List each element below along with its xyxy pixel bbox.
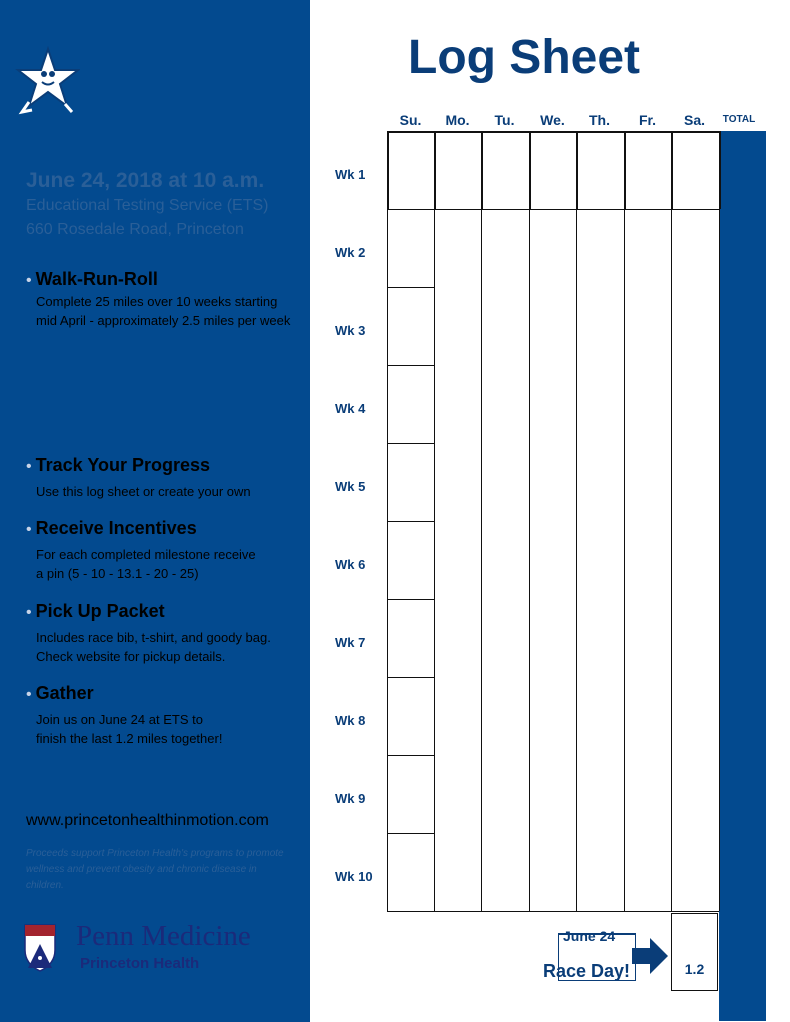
- section-heading: Gather: [35, 683, 94, 703]
- bullet: •: [26, 458, 32, 475]
- bullet: •: [26, 272, 32, 289]
- grid-column-line-bold: [434, 131, 436, 209]
- section-incentives: [26, 517, 256, 583]
- week-label: Wk 9: [335, 791, 366, 806]
- right-arrow-icon: [632, 938, 668, 974]
- grid-column-line-bold: [671, 131, 673, 209]
- section-line: Complete 25 miles over 10 weeks starting: [36, 294, 278, 309]
- section-line: Use this log sheet or create your own: [36, 484, 251, 499]
- grid-column-line: [481, 131, 482, 911]
- grid-column-line: [671, 131, 672, 911]
- grid-column-line-bold: [481, 131, 483, 209]
- section-track-progress: [26, 454, 251, 501]
- day-header: Fr.: [638, 112, 657, 128]
- section-line: Includes race bib, t-shirt, and goody bag.: [36, 630, 271, 645]
- day-header: We.: [540, 112, 565, 128]
- grid-column-line: [576, 131, 577, 911]
- star-mascot-icon: [10, 46, 80, 116]
- grid-row-line: [387, 755, 434, 756]
- section-line: For each completed milestone receive: [36, 547, 256, 562]
- day-header: Th.: [589, 112, 610, 128]
- grid-column-line-bold: [719, 131, 721, 209]
- grid-column-line-bold: [576, 131, 578, 209]
- grid-column-line-bold: [529, 131, 531, 209]
- log-sheet-title: Log Sheet: [408, 31, 641, 84]
- section-line: Check website for pickup details.: [36, 649, 226, 664]
- event-address: 660 Rosedale Road, Princeton: [26, 221, 244, 238]
- grid-row-line: [387, 287, 434, 288]
- grid-column-line: [529, 131, 530, 911]
- grid-row-line: [387, 365, 434, 366]
- total-column: [719, 131, 766, 1021]
- penn-medicine-logo: Penn Medicine: [76, 920, 251, 952]
- week-label: Wk 10: [335, 869, 373, 884]
- bullet: •: [26, 604, 32, 621]
- section-heading: Pick Up Packet: [35, 601, 165, 621]
- grid-row-line: [387, 209, 719, 210]
- grid-column-line-bold: [387, 131, 389, 209]
- section-line: a pin (5 - 10 - 13.1 - 20 - 25): [36, 566, 199, 581]
- section-line: Join us on June 24 at ETS to: [36, 712, 203, 727]
- info-sidebar: [0, 0, 310, 1022]
- bullet: •: [26, 686, 32, 703]
- grid-column-line: [434, 131, 435, 911]
- day-header: Su.: [399, 112, 422, 128]
- section-walk-run-roll: [26, 268, 290, 330]
- event-date: June 24, 2018 at 10 a.m.: [26, 169, 265, 192]
- event-venue: Educational Testing Service (ETS): [26, 197, 269, 214]
- section-gather: [26, 682, 222, 748]
- bullet: •: [26, 521, 32, 538]
- week-label: Wk 8: [335, 713, 366, 728]
- race-date: June 24: [563, 928, 616, 944]
- grid-column-line: [719, 131, 720, 911]
- penn-shield-icon: [24, 924, 56, 972]
- grid-row-line: [387, 677, 434, 678]
- grid-column-line: [624, 131, 625, 911]
- week-label: Wk 2: [335, 245, 366, 260]
- section-heading: Receive Incentives: [35, 518, 197, 538]
- week-label: Wk 1: [335, 167, 366, 182]
- week-label: Wk 6: [335, 557, 366, 572]
- proceeds-note: Proceeds support Princeton Health's programs to promote wellness and prevent obesity and chronic disease in children.: [26, 848, 284, 891]
- grid-row-line: [387, 443, 434, 444]
- week-label: Wk 4: [335, 401, 366, 416]
- week-label: Wk 5: [335, 479, 366, 494]
- grid-row-line: [387, 599, 434, 600]
- section-line: mid April - approximately 2.5 miles per week: [36, 313, 291, 328]
- event-info: [26, 168, 268, 242]
- week-label: Wk 7: [335, 635, 366, 650]
- grid-column-line-bold: [624, 131, 626, 209]
- section-packet: [26, 600, 271, 666]
- section-line: finish the last 1.2 miles together!: [36, 731, 223, 746]
- grid-row-line: [387, 521, 434, 522]
- section-heading: Walk-Run-Roll: [35, 269, 158, 289]
- grid-row-line: [387, 911, 719, 912]
- day-header: Tu.: [494, 112, 515, 128]
- total-header: TOTAL: [722, 114, 756, 125]
- race-day-label: Race Day!: [543, 961, 631, 981]
- princeton-health-text: Princeton Health: [80, 955, 200, 972]
- race-distance-cell[interactable]: [671, 913, 718, 991]
- section-heading: Track Your Progress: [35, 455, 211, 475]
- grid-row-line: [387, 833, 434, 834]
- day-header: Sa.: [683, 112, 705, 128]
- website-link[interactable]: www.princetonhealthinmotion.com: [26, 812, 269, 829]
- grid-row-line: [387, 131, 719, 133]
- day-header: Mo.: [445, 112, 470, 128]
- race-distance: 1.2: [684, 961, 705, 977]
- week-label: Wk 3: [335, 323, 366, 338]
